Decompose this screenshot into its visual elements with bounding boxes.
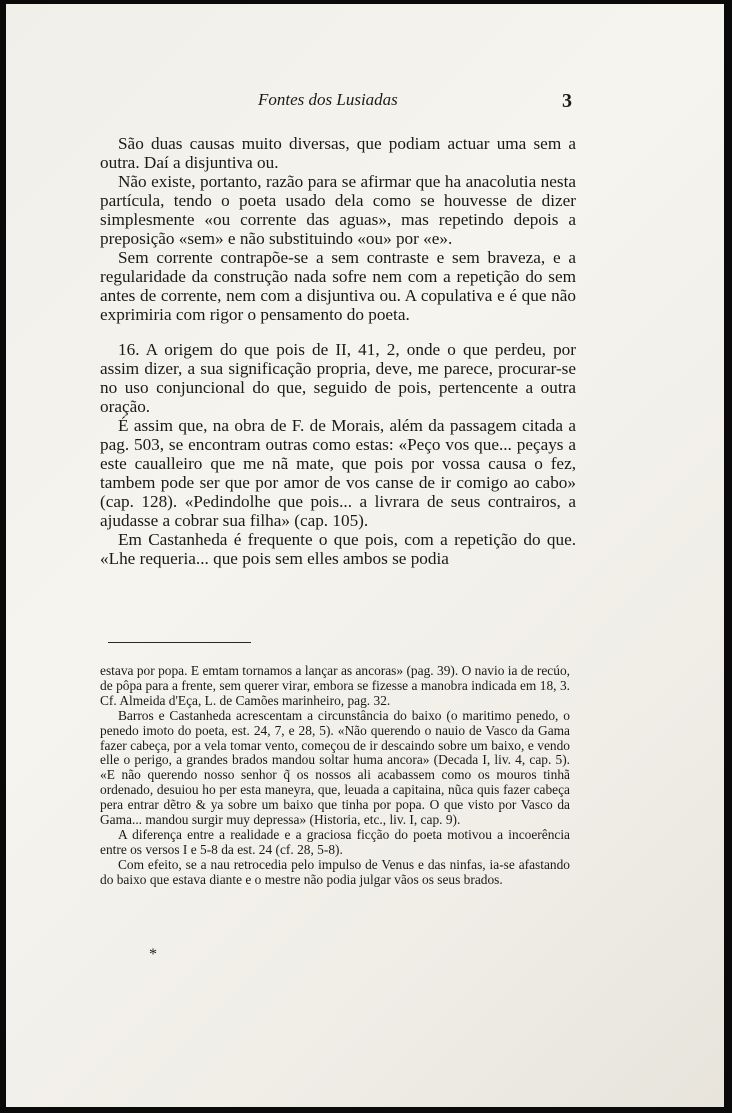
- footnotes: [100, 664, 570, 888]
- paragraph: Não existe, portanto, razão para se afirmar que ha anacolutia nesta partícula, tendo o poeta usado dela como se houvesse de dizer simplesmente «ou corrente das aguas», mas repetindo depois a preposição «sem» e não substituindo «ou» por «e».: [100, 172, 576, 248]
- paragraph: É assim que, na obra de F. de Morais, além da passagem citada a pag. 503, se encontram outras como estas: «Peço vos que... peçays a este caualleiro que me nã mate, que pois por vossa causa o fez, tambem pode ser que por amor de vos canse de ir comigo ao cabo» (cap. 128). «Pedindolhe que pois... a livrara de seus contrairos, a ajudasse a cobrar sua filha» (cap. 105).: [100, 416, 576, 530]
- page-number: 3: [562, 90, 572, 112]
- footnote-paragraph: A diferença entre a realidade e a graciosa ficção do poeta motivou a incoerência entre os versos I e 5-8 da est. 24 (cf. 28, 5-8).: [100, 826, 570, 857]
- footnote-separator: [108, 642, 251, 643]
- running-header: [6, 90, 724, 116]
- main-text: [100, 134, 576, 568]
- footnote-paragraph: Barros e Castanheda acrescentam a circunstância do baixo (o maritimo penedo, o penedo imoto do poeta, est. 24, 7, e 28, 5). «Não querendo o nauio de Vasco da Gama fazer cabeça, por a vela tomar vento, começou de ir descaindo sobre um baixo, e vendo elle o perigo, a grandes brados mandou soltar huma ancora» (Decada I, liv. 4, cap. 5). «E não querendo nosso senhor q̃ os nossos ali acabassem como os mouros tinhã ordenado, desuiou ho per esta maneyra, que, leuada a capitaina, nũca quis fazer cabeça pera entrar dẽtro & ya sobre um baixo que tinha por popa. O que visto por Vasco da Gama... mandou surgir muy depressa» (Historia, etc., liv. I, cap. 9).: [100, 707, 570, 828]
- running-title: Fontes dos Lusiadas: [258, 90, 398, 109]
- paragraph: Em Castanheda é frequente o que pois, com a repetição do que. «Lhe requeria... que pois sem elles ambos se podia: [100, 530, 576, 568]
- footnote-paragraph: Com efeito, se a nau retrocedia pelo impulso de Venus e das ninfas, ia-se afastando do baixo que estava diante e o mestre não podia julgar vãos os seus brados.: [100, 856, 570, 887]
- asterisk-ornament: *: [149, 946, 157, 963]
- footnote-paragraph: estava por popa. E emtam tornamos a lançar as ancoras» (pag. 39). O navio ia de recúo, de pôpa para a frente, sem querer virar, embora se fizesse a manobra indicada em 18, 3. Cf. Almeida d'Eça, L. de Camões marinheiro, pag. 32.: [100, 663, 570, 708]
- paragraph: Sem corrente contrapõe-se a sem contraste e sem braveza, e a regularidade da construção nada sofre nem com a repetição do sem antes de corrente, nem com a disjuntiva ou. A copulativa e é que não exprimiria com rigor o pensamento do poeta.: [100, 248, 576, 324]
- paragraph: São duas causas muito diversas, que podiam actuar uma sem a outra. Daí a disjuntiva ou.: [100, 134, 576, 172]
- paragraph: 16. A origem do que pois de II, 41, 2, onde o que perdeu, por assim dizer, a sua significação propria, deve, me parece, procurar-se no uso conjuncional do que, seguido de pois, pertencente a outra oração.: [100, 340, 576, 416]
- book-page: [6, 4, 724, 1107]
